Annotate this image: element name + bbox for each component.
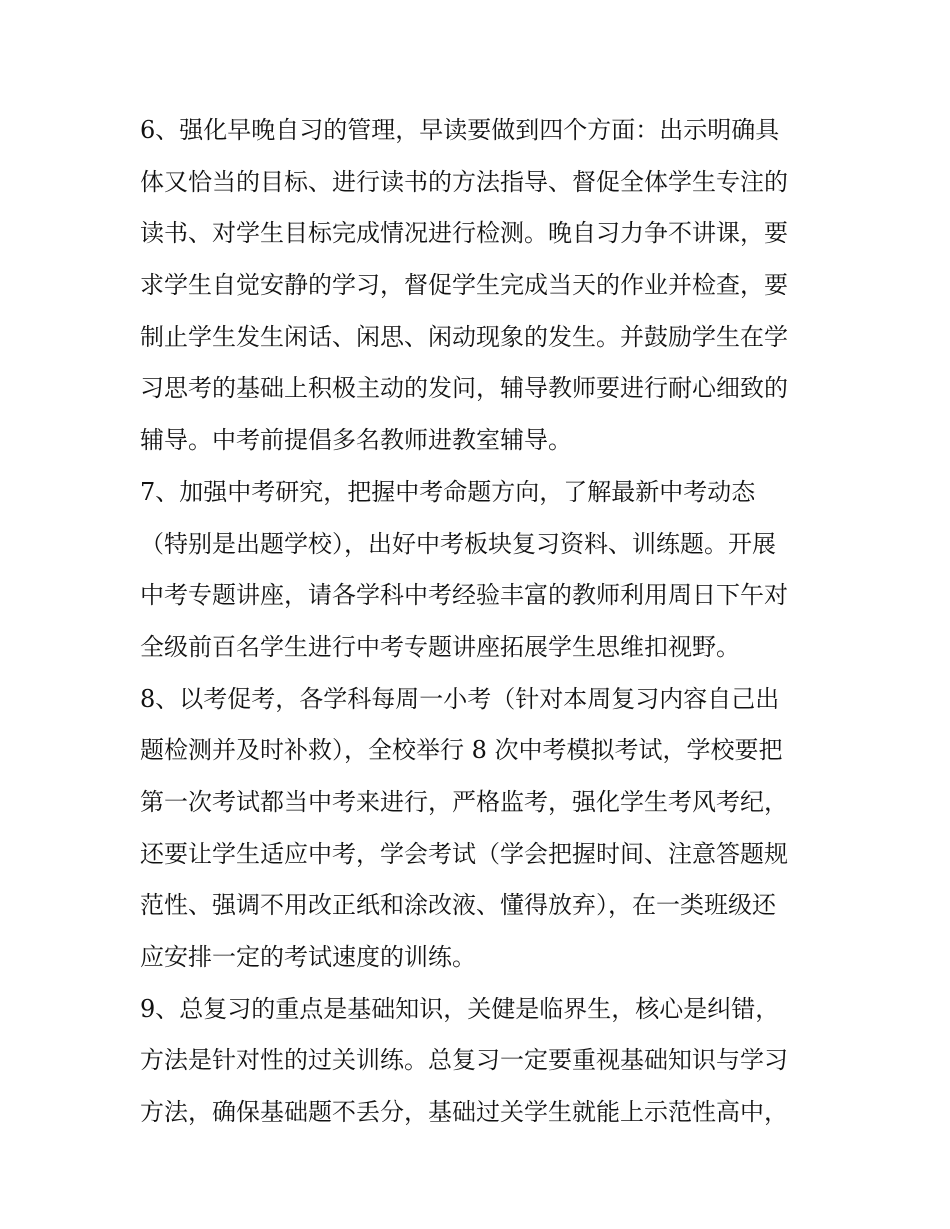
text-line: 9、总复习的重点是基础知识，关健是临界生，核心是纠错，: [140, 994, 780, 1023]
text-line: 习思考的基础上积极主动的发问，辅导教师要进行耐心细致的: [140, 374, 788, 403]
text-line: 还要让学生适应中考，学会考试（学会把握时间、注意答题规: [140, 839, 788, 868]
text-line: 体又恰当的目标、进行读书的方法指导、督促全体学生专注的: [140, 167, 788, 196]
text-line: 题检测并及时补救），全校举行 8 次中考模拟考试，学校要把: [140, 736, 783, 765]
text-line: 中考专题讲座，请各学科中考经验丰富的教师利用周日下午对: [140, 581, 788, 610]
text-line: 方法，确保基础题不丢分，基础过关学生就能上示范性高中，: [140, 1098, 788, 1127]
text-line: 7、加强中考研究，把握中考命题方向，了解最新中考动态: [140, 477, 756, 506]
text-line: 求学生自觉安静的学习，督促学生完成当天的作业并检查，要: [140, 271, 788, 300]
text-line: （特别是出题学校），出好中考板块复习资料、训练题。开展: [140, 529, 776, 558]
text-line: 8、以考促考，各学科每周一小考（针对本周复习内容自己出: [140, 684, 780, 713]
text-line: 全级前百名学生进行中考专题讲座拓展学生思维扣视野。: [140, 632, 740, 661]
text-line: 读书、对学生目标完成情况进行检测。晚自习力争不讲课，要: [140, 219, 788, 248]
text-line: 第一次考试都当中考来进行，严格监考，强化学生考风考纪，: [140, 787, 788, 816]
text-line: 制止学生发生闲话、闲思、闲动现象的发生。并鼓励学生在学: [140, 322, 788, 351]
text-line: 范性、强调不用改正纸和涂改液、懂得放弃），在一类班级还: [140, 891, 776, 920]
text-line: 6、强化早晚自习的管理，早读要做到四个方面：出示明确具: [140, 116, 780, 144]
text-line: 方法是针对性的过关训练。总复习一定要重视基础知识与学习: [140, 1046, 788, 1075]
text-line: 应安排一定的考试速度的训练。: [140, 943, 476, 971]
body-text: [140, 105, 820, 1139]
text-line: 辅导。中考前提倡多名教师进教室辅导。: [140, 426, 572, 455]
